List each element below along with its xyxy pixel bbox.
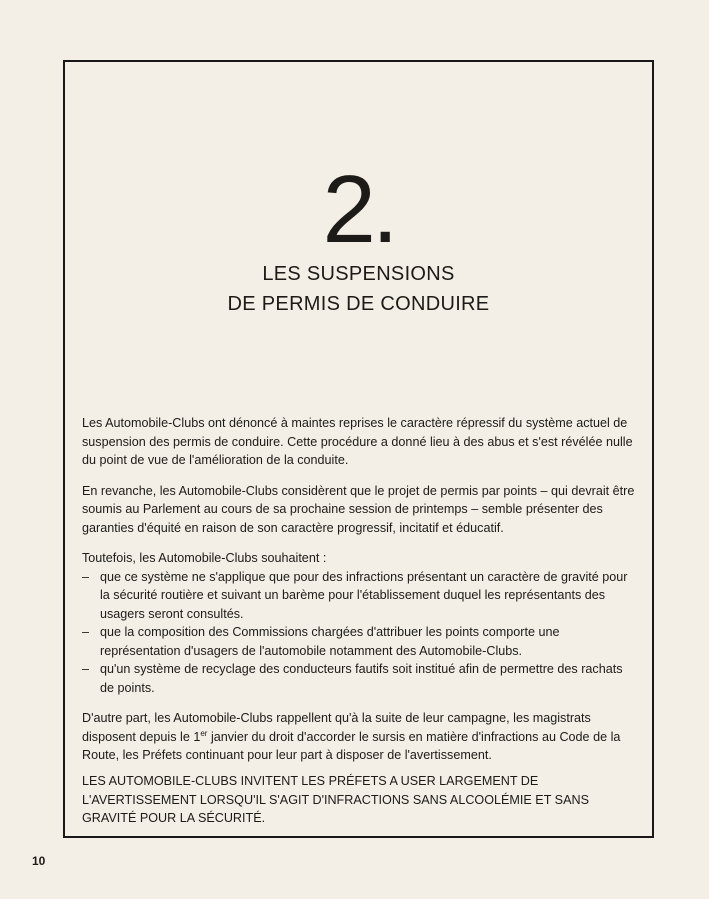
- page-frame: [63, 60, 654, 838]
- paragraph-magistrates: [82, 709, 636, 765]
- closing-statement: LES AUTOMOBILE-CLUBS INVITENT LES PRÉFETS A USER LARGEMENT DE L'AVERTISSEMENT LORSQU'IL S'AGIT D'INFRACTIONS SANS ALCOOLÉMIE ET SANS GRAVITÉ POUR LA SÉCURITÉ.: [82, 774, 589, 825]
- page-number: 10: [32, 854, 46, 868]
- chapter-number: 2.: [322, 156, 395, 263]
- list-item: [82, 623, 636, 660]
- superscript-er: er: [200, 728, 208, 738]
- chapter-title-line-1: LES SUSPENSIONS: [262, 263, 455, 285]
- wishes-list: [82, 549, 636, 697]
- dash-bullet: –: [82, 625, 90, 639]
- list-item-text: qu'un système de recyclage des conducteurs fautifs soit institué afin de permettre des rachats de points.: [100, 662, 623, 695]
- dash-bullet: –: [82, 662, 90, 676]
- paragraph-magistrates-start: D'autre part, les Automobile-Clubs rappellent qu'à la suite de leur campagne, les magistrats disposent depuis le 1: [82, 711, 591, 744]
- chapter-title: [65, 259, 652, 319]
- paragraph-points-permit: En revanche, les Automobile-Clubs considèrent que le projet de permis par points – qui devrait être soumis au Parlement au cours de sa prochaine session de printemps – semble présenter des garanties d'équité en raison de son caractère progressif, incitatif et éducatif.: [82, 483, 635, 535]
- list-item: [82, 568, 636, 624]
- dash-bullet: –: [82, 569, 90, 584]
- body-text: [82, 414, 636, 777]
- wishes-intro: Toutefois, les Automobile-Clubs souhaitent :: [82, 551, 327, 565]
- list-item: [82, 660, 636, 697]
- list-item-text: que ce système ne s'applique que pour des infractions présentant un caractère de gravité pour la sécurité routière et suivant un barème pour l'établissement duquel les représentants des usagers seront consultés.: [100, 569, 628, 621]
- chapter-title-line-2: DE PERMIS DE CONDUIRE: [227, 293, 490, 315]
- paragraph-denunciation: Les Automobile-Clubs ont dénoncé à maintes reprises le caractère répressif du système actuel de suspension des permis de conduire. Cette procédure a donné lieu à des abus et s'est révélée nulle du point de vue de l'amélioration de la conduite.: [82, 416, 633, 467]
- paragraph-magistrates-end: janvier du droit d'accorder le sursis en matière d'infractions au Code de la Route, les Préfets continuant pour leur part à disposer de l'avertissement.: [82, 729, 621, 762]
- list-item-text: que la composition des Commissions chargées d'attribuer les points comporte une représentation d'usagers de l'automobile notamment des Automobile-Clubs.: [100, 625, 560, 658]
